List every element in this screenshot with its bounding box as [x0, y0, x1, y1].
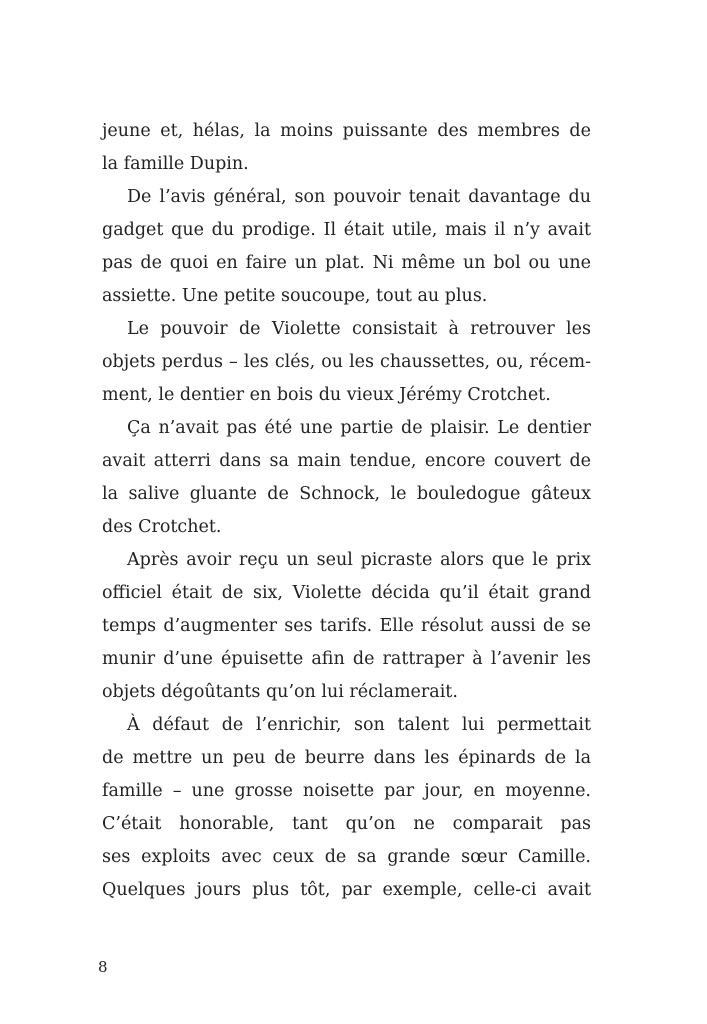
page-number: 8 [98, 958, 108, 976]
text-line: famille – une grosse noisette par jour, en moyenne. [102, 781, 591, 801]
text-line: des Crotchet. [102, 517, 222, 537]
text-line: temps d’augmenter ses tarifs. Elle résolut aussi de se [102, 616, 591, 636]
text-line: Ça n’avait pas été une partie de plaisir. Le dentier [127, 418, 591, 438]
body-text [102, 115, 591, 907]
text-line: jeune et, hélas, la moins puissante des membres de [102, 121, 591, 141]
text-line: Quelques jours plus tôt, par exemple, celle-ci avait [102, 880, 591, 900]
text-line: De l’avis général, son pouvoir tenait davantage du [127, 187, 591, 207]
text-line: officiel était de six, Violette décida qu’il était grand [102, 583, 591, 603]
text-line: Après avoir reçu un seul picraste alors que le prix [127, 550, 591, 570]
text-line: assiette. Une petite soucoupe, tout au plus. [102, 286, 488, 306]
text-line: À défaut de l’enrichir, son talent lui permettait [127, 715, 591, 735]
text-line: pas de quoi en faire un plat. Ni même un bol ou une [102, 253, 591, 273]
text-line: ment, le dentier en bois du vieux Jérémy Crotchet. [102, 385, 551, 405]
text-line: la salive gluante de Schnock, le bouledogue gâteux [102, 484, 591, 504]
text-line: objets perdus – les clés, ou les chaussettes, ou, récem- [102, 352, 591, 372]
text-line: de mettre un peu de beurre dans les épinards de la [102, 748, 591, 768]
text-line: Le pouvoir de Violette consistait à retrouver les [127, 319, 591, 339]
text-line: gadget que du prodige. Il était utile, mais il n’y avait [102, 220, 591, 240]
text-line: C’était honorable, tant qu’on ne comparait pas [102, 814, 591, 834]
text-line: avait atterri dans sa main tendue, encore couvert de [102, 451, 591, 471]
text-line: munir d’une épuisette afin de rattraper à l’avenir les [102, 649, 591, 669]
text-line: objets dégoûtants qu’on lui réclamerait. [102, 682, 458, 702]
text-line: la famille Dupin. [102, 154, 249, 174]
text-line: ses exploits avec ceux de sa grande sœur Camille. [102, 847, 591, 867]
